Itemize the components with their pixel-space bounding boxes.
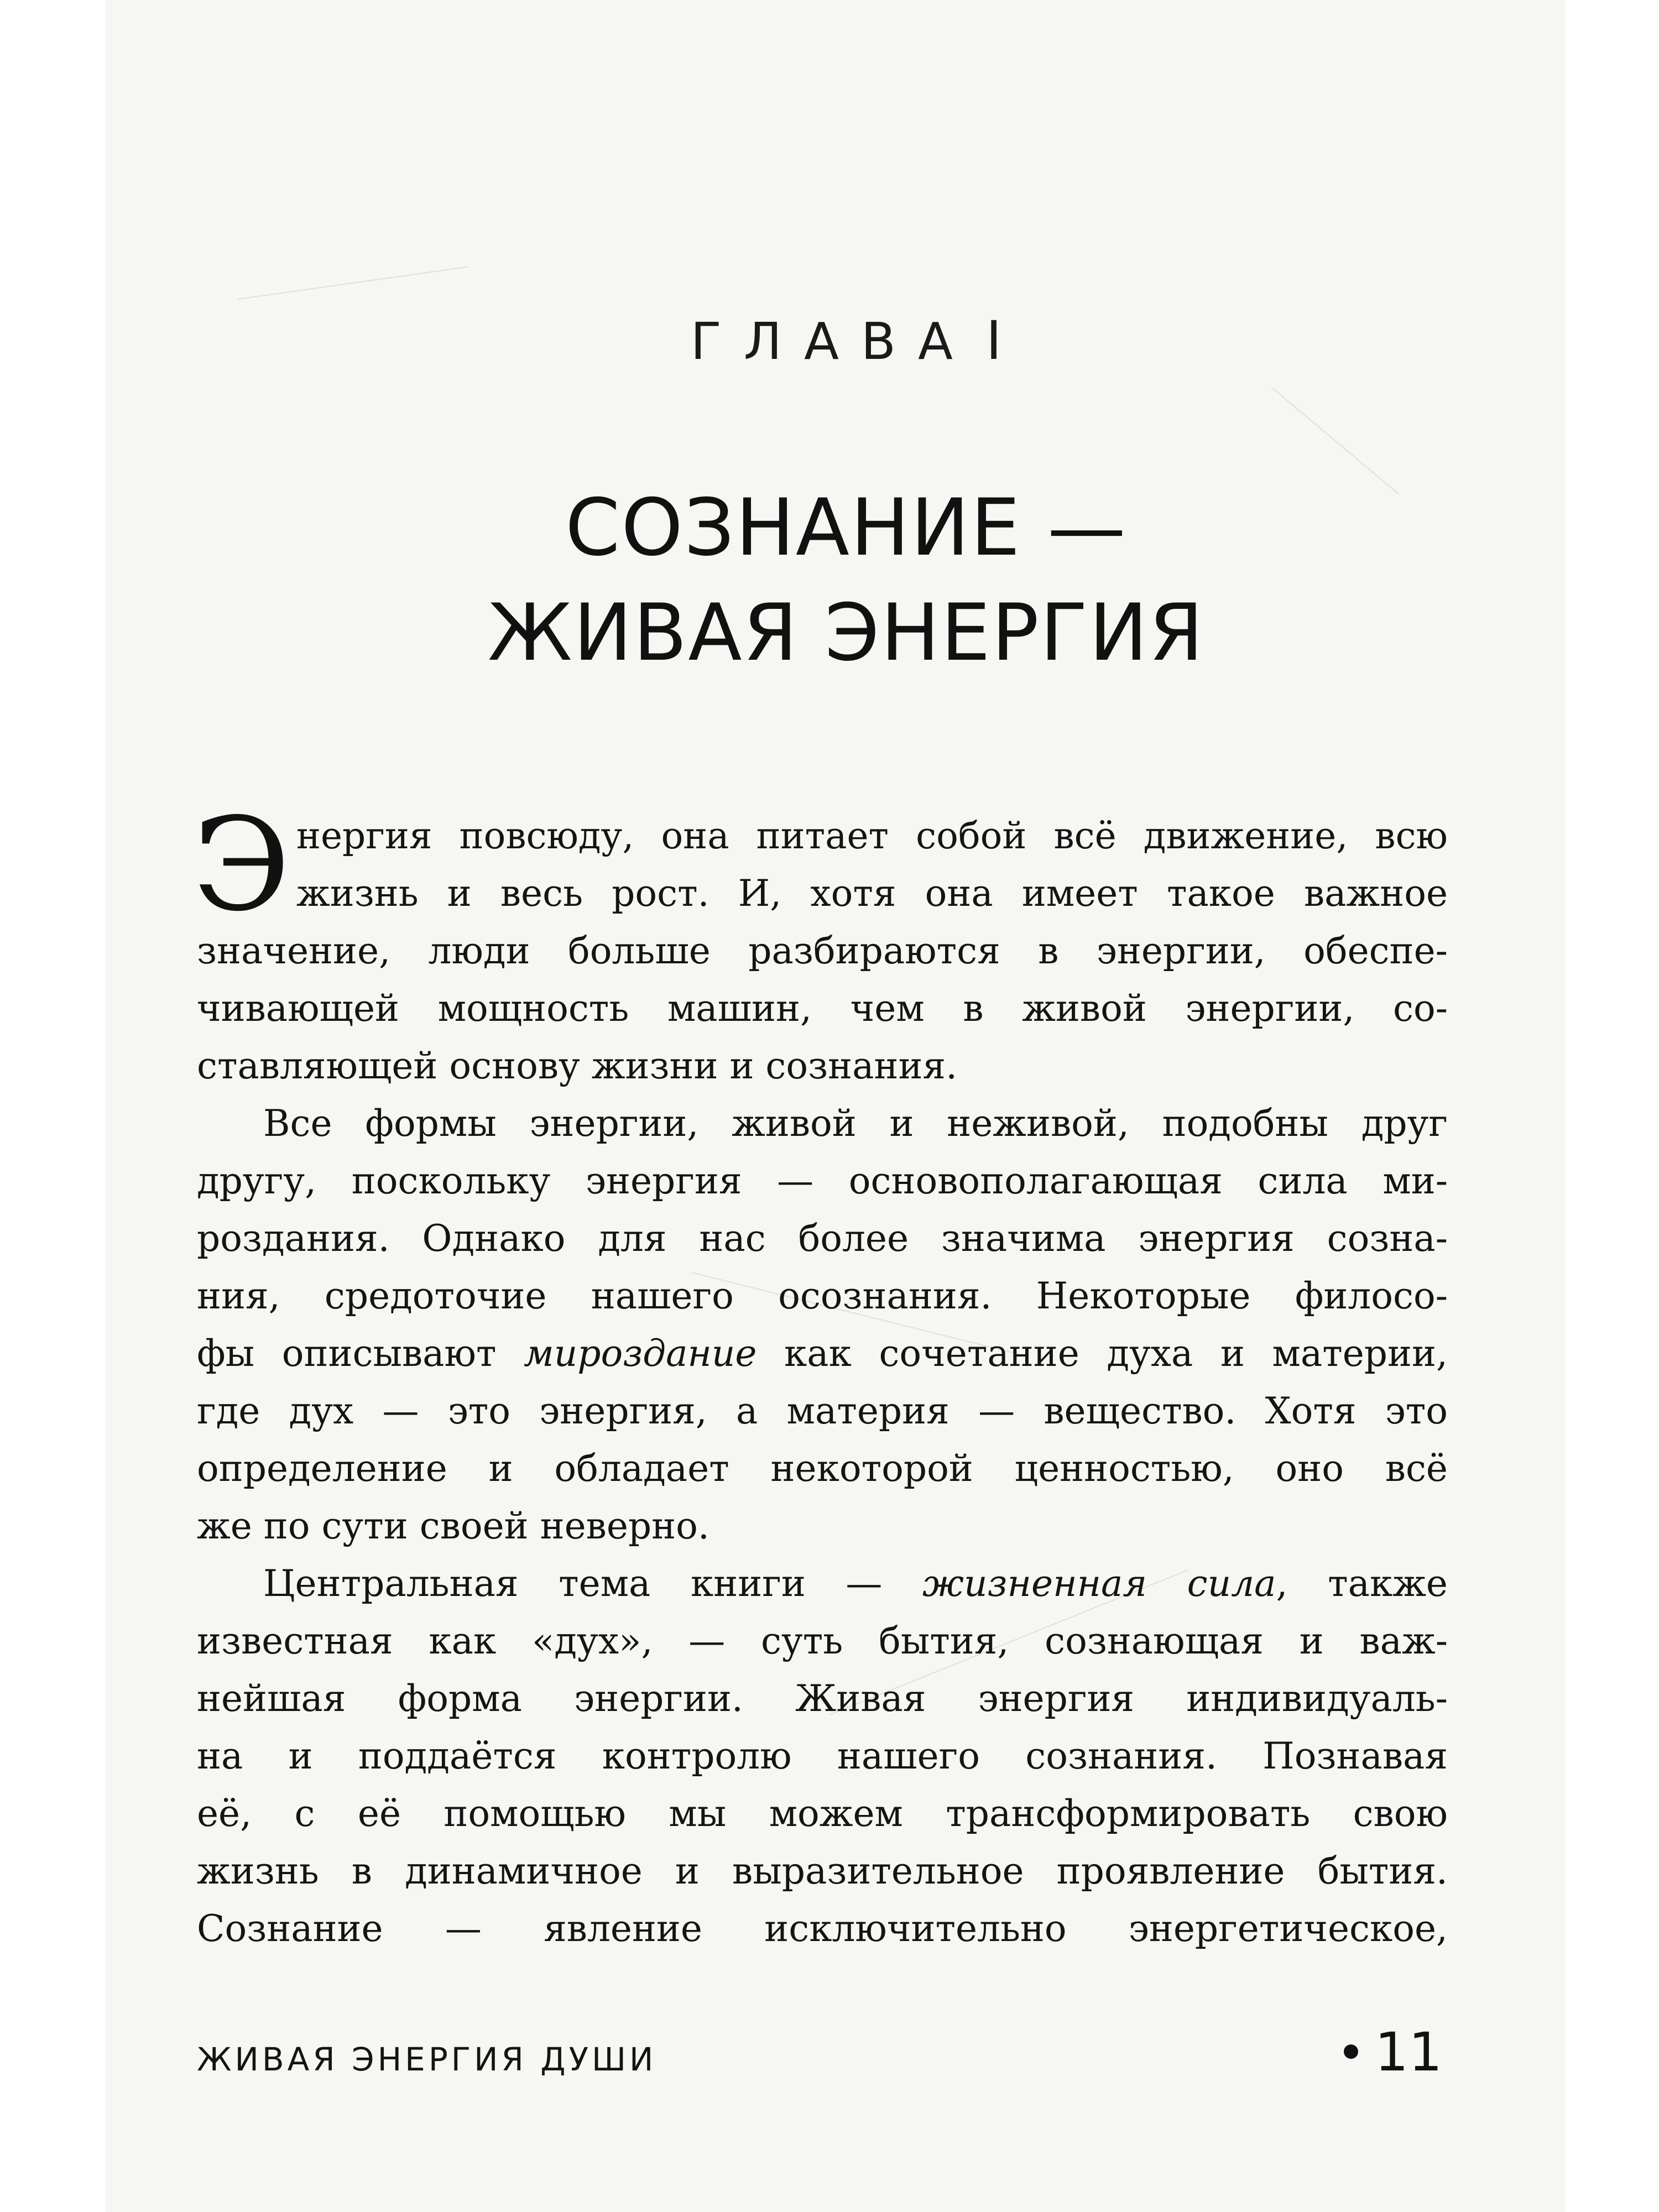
chapter-number: I (985, 310, 1002, 372)
bullet-dot-icon (1344, 2044, 1358, 2059)
text-segment: как сочетание духа и материи, (757, 1332, 1448, 1375)
left-margin (0, 0, 105, 2212)
text-line: роздания. Однако для нас более значима энергия созна- (197, 1217, 1448, 1260)
chapter-title-line2: ЖИВАЯ ЭНЕРГИЯ (487, 587, 1205, 679)
chapter-label (625, 310, 1067, 372)
italic-term: мироздание (524, 1332, 757, 1375)
text-line: жизнь и весь рост. И, хотя она имеет такое важное (296, 872, 1448, 915)
page-number-text: 11 (1375, 2021, 1443, 2083)
chapter-label-text: ГЛАВА (690, 312, 975, 371)
text-line: нергия повсюду, она питает собой всё движение, всю (296, 815, 1448, 857)
right-margin (1565, 0, 1659, 2212)
text-segment: фы описывают (197, 1332, 524, 1375)
italic-term: жизненная сила (922, 1562, 1276, 1605)
text-line: другу, поскольку энергия — основополагающая сила ми- (197, 1160, 1448, 1202)
chapter-title-line1: СОЗНАНИЕ — (565, 482, 1127, 573)
text-line: значение, люди больше разбираются в энергии, обеспе- (197, 930, 1448, 972)
text-line: ния, средоточие нашего осознания. Некоторые филосо- (197, 1275, 1448, 1317)
text-line: Все формы энергии, живой и неживой, подобны друг (263, 1102, 1448, 1145)
text-segment: , также (1276, 1562, 1448, 1605)
text-line: определение и обладает некоторой ценностью, оно всё (197, 1447, 1448, 1490)
text-line: нейшая форма энергии. Живая энергия индивидуаль- (197, 1677, 1448, 1720)
text-line: известная как «дух», — суть бытия, сознающая и важ- (197, 1620, 1448, 1662)
text-line: же по сути своей неверно. (197, 1505, 709, 1547)
page-number (1344, 2021, 1442, 2083)
text-line (197, 1555, 1448, 1613)
paragraph-2 (197, 1095, 1448, 1555)
drop-cap: Э (192, 790, 291, 940)
text-segment: Центральная тема книги — (263, 1562, 923, 1605)
paragraph-1 (192, 790, 1448, 1095)
text-line: Сознание — явление исключительно энергетическое, (197, 1907, 1448, 1950)
text-line: жизнь в динамичное и выразительное проявление бытия. (197, 1850, 1448, 1892)
body-text (192, 790, 1448, 1958)
text-line: ставляющей основу жизни и сознания. (197, 1045, 958, 1087)
text-line (197, 1325, 1448, 1383)
running-footer-title: ЖИВАЯ ЭНЕРГИЯ ДУШИ (197, 2041, 657, 2078)
text-line: её, с её помощью мы можем трансформировать свою (197, 1792, 1448, 1835)
text-line: чивающей мощность машин, чем в живой энергии, со- (197, 987, 1448, 1030)
chapter-title (387, 476, 1305, 686)
text-line: где дух — это энергия, а материя — вещество. Хотя это (197, 1390, 1448, 1432)
text-line: на и поддаётся контролю нашего сознания. Познавая (197, 1735, 1448, 1777)
paragraph-3 (197, 1555, 1448, 1958)
